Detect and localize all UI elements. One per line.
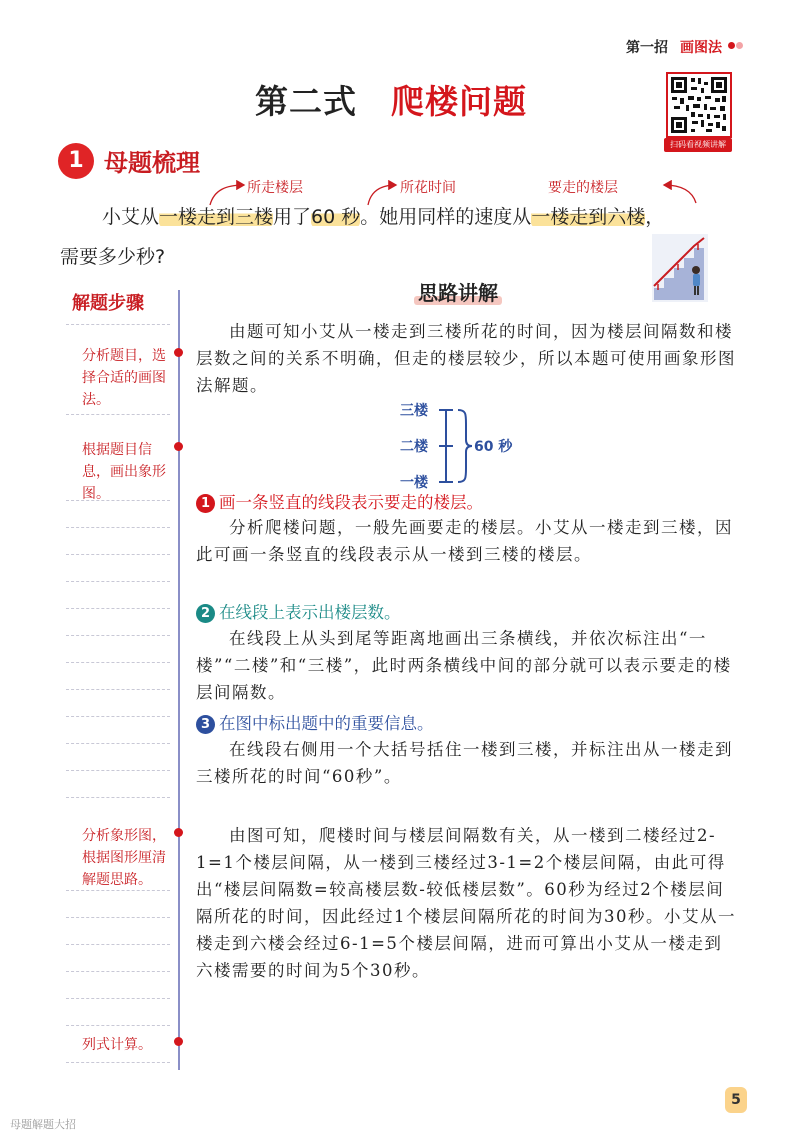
ruling-line <box>66 944 170 945</box>
explanation-heading: 思路讲解 <box>414 277 502 306</box>
ruling-line <box>66 500 170 501</box>
step-title-text: 画一条竖直的线段表示要走的楼层。 <box>219 493 483 512</box>
problem-text-line-1 <box>102 202 664 229</box>
ruling-line <box>66 581 170 582</box>
step-3-body: 在线段右侧用一个大括号括住一楼到三楼，并标注出从一楼走到三楼所花的时间“60秒”。 <box>196 740 733 786</box>
title-part-2: 爬楼问题 <box>391 82 527 121</box>
ruling-line <box>66 917 170 918</box>
floor-diagram <box>396 398 536 490</box>
ruling-line <box>66 527 170 528</box>
highlight-floors-to-walk: 一楼走到六楼 <box>531 206 646 228</box>
ruling-line <box>66 770 170 771</box>
annotation-floors-to-walk: 要走的楼层 <box>548 180 618 196</box>
analysis-paragraph: 由图可知，爬楼时间与楼层间隔数有关，从一楼到二楼经过2-1=1个楼层间隔，从一楼到三楼经过3-1=2个楼层间隔，由此可得出“楼层间隔数=较高楼层数-较低楼层数”。60秒为经过2个楼层间隔所花的时间，因此经过1个楼层间隔所花的时间为30秒。小艾从一楼走到六楼会经过6-1=5个楼层间隔，进而可算出小艾从一楼走到六楼需要的时间为5个30秒。 <box>196 826 736 980</box>
diagram-label-floor2: 二楼 <box>400 439 428 455</box>
step-note-2: 根据题目信息，画出象形图。 <box>82 442 166 502</box>
problem-text-3: 。她用同样的速度从 <box>360 206 532 228</box>
ruling-line <box>66 689 170 690</box>
problem-text-1: 小艾从 <box>102 206 160 228</box>
chapter-topic: 画图法 <box>680 40 722 56</box>
diagram-label-floor3: 三楼 <box>400 403 428 419</box>
ruling-line <box>66 608 170 609</box>
step-title-text: 在图中标出题中的重要信息。 <box>219 714 434 733</box>
chapter-number: 第一招 <box>626 40 668 56</box>
problem-text-2: 用了 <box>273 206 312 228</box>
step-title-text: 在线段上表示出楼层数。 <box>219 603 401 622</box>
intro-paragraph: 由题可知小艾从一楼走到三楼所花的时间，因为楼层间隔数和楼层数之间的关系不明确，但走的楼层较少，所以本题可使用画象形图法解题。 <box>196 322 736 395</box>
step-note-4: 列式计算。 <box>82 1037 152 1053</box>
ruling-line <box>66 890 170 891</box>
step-marker-dot <box>174 442 183 451</box>
ruling-line <box>66 324 170 325</box>
annotation-time-spent: 所花时间 <box>400 180 456 196</box>
page-number: 5 <box>725 1087 747 1113</box>
section-title: 母题梳理 <box>104 149 200 177</box>
watermark: 母题解题大招 <box>10 1118 76 1131</box>
staircase-illustration <box>650 232 710 304</box>
ruling-line <box>66 743 170 744</box>
step-1-title <box>196 489 483 513</box>
margin-divider <box>178 290 180 1070</box>
step-number-badge: 3 <box>196 715 215 734</box>
highlight-time: 60 秒 <box>311 206 361 228</box>
diagram-label-time: 60 秒 <box>474 439 513 455</box>
steps-heading: 解题步骤 <box>72 293 144 314</box>
step-marker-dot <box>174 348 183 357</box>
step-note-3: 分析象形图，根据图形厘清解题思路。 <box>82 828 166 888</box>
step-1-body: 分析爬楼问题，一般先画要走的楼层。小艾从一楼走到三楼，因此可画一条竖直的线段表示从一楼到三楼的楼层。 <box>196 518 733 564</box>
step-marker-dot <box>174 828 183 837</box>
title-part-1: 第二式 <box>255 82 357 121</box>
ruling-line <box>66 716 170 717</box>
ruling-line <box>66 998 170 999</box>
annotation-floors-walked: 所走楼层 <box>247 180 303 196</box>
ruling-line <box>66 662 170 663</box>
ruling-line <box>66 554 170 555</box>
step-number-badge: 1 <box>196 494 215 513</box>
ruling-line <box>66 635 170 636</box>
step-2-body: 在线段上从头到尾等距离地画出三条横线，并依次标注出“一楼”“二楼”和“三楼”，此时两条横线中间的部分就可以表示要走的楼层间隔数。 <box>196 629 732 702</box>
step-note-1: 分析题目，选择合适的画图法。 <box>82 348 166 408</box>
diagram-label-floor1: 一楼 <box>400 475 428 490</box>
problem-text-line-2: 需要多少秒? <box>60 246 166 268</box>
qr-code-label: 扫码看视频讲解 <box>664 138 732 152</box>
ruling-line <box>66 414 170 415</box>
highlight-floors-walked: 一楼走到三楼 <box>159 206 274 228</box>
step-marker-dot <box>174 1037 183 1046</box>
step-number-badge: 2 <box>196 604 215 623</box>
ruling-line <box>66 971 170 972</box>
problem-text-4: ， <box>645 206 665 228</box>
step-3-title <box>196 710 434 734</box>
step-2-title <box>196 599 401 623</box>
section-number-badge: 1 <box>58 143 94 179</box>
ruling-line <box>66 797 170 798</box>
ruling-line <box>66 1025 170 1026</box>
ruling-line <box>66 1062 170 1063</box>
